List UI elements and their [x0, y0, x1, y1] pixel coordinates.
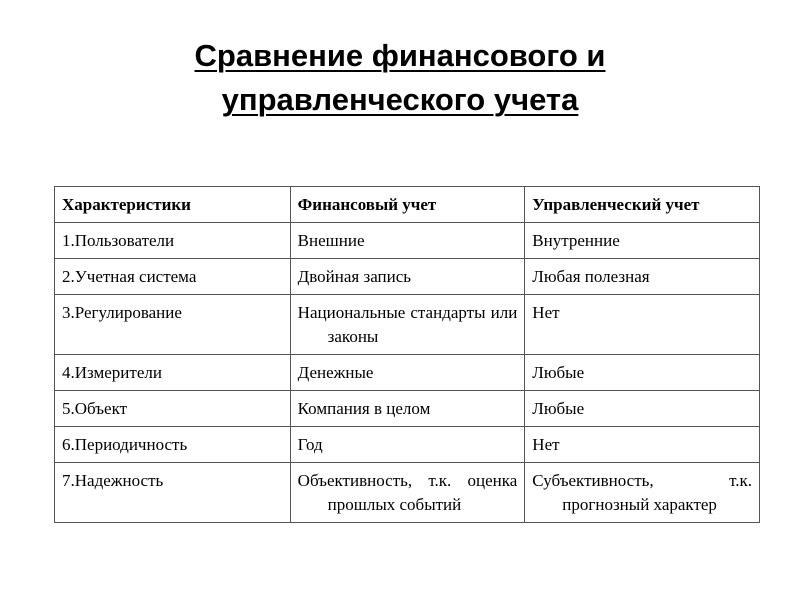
financial-cell-text: Объективность, т.к. оценка прошлых событий — [297, 471, 518, 514]
financial-cell: Двойная запись — [290, 259, 525, 295]
title-line-2: управленческого учета — [221, 82, 579, 117]
table-row — [55, 259, 760, 295]
page-title — [0, 34, 800, 122]
financial-cell: Компания в целом — [290, 391, 525, 427]
table-header-row — [55, 187, 760, 223]
management-cell: Любые — [525, 355, 760, 391]
table-row — [55, 463, 760, 523]
financial-cell — [290, 295, 525, 355]
financial-cell: Денежные — [290, 355, 525, 391]
table-row — [55, 295, 760, 355]
comparison-table — [54, 186, 760, 523]
management-cell: Нет — [525, 427, 760, 463]
row-label: 1.Пользователи — [55, 223, 291, 259]
table-row — [55, 223, 760, 259]
title-line-1: Сравнение финансового и — [194, 38, 606, 73]
financial-cell — [290, 463, 525, 523]
row-label: 4.Измерители — [55, 355, 291, 391]
management-cell: Нет — [525, 295, 760, 355]
management-cell — [525, 463, 760, 523]
table-row — [55, 355, 760, 391]
financial-cell: Год — [290, 427, 525, 463]
table-row — [55, 391, 760, 427]
row-label: 6.Периодичность — [55, 427, 291, 463]
management-cell: Любые — [525, 391, 760, 427]
financial-cell-text: Национальные стандарты или законы — [297, 303, 518, 346]
management-cell-text: Субъективность, т.к. прогнозный характер — [532, 471, 752, 514]
table-row — [55, 427, 760, 463]
row-label: 2.Учетная система — [55, 259, 291, 295]
row-label: 7.Надежность — [55, 463, 291, 523]
header-management-accounting: Управленческий учет — [525, 187, 760, 223]
row-label: 3.Регулирование — [55, 295, 291, 355]
row-label: 5.Объект — [55, 391, 291, 427]
management-cell: Внутренние — [525, 223, 760, 259]
management-cell: Любая полезная — [525, 259, 760, 295]
header-financial-accounting: Финансовый учет — [290, 187, 525, 223]
financial-cell: Внешние — [290, 223, 525, 259]
header-characteristics: Характеристики — [55, 187, 291, 223]
